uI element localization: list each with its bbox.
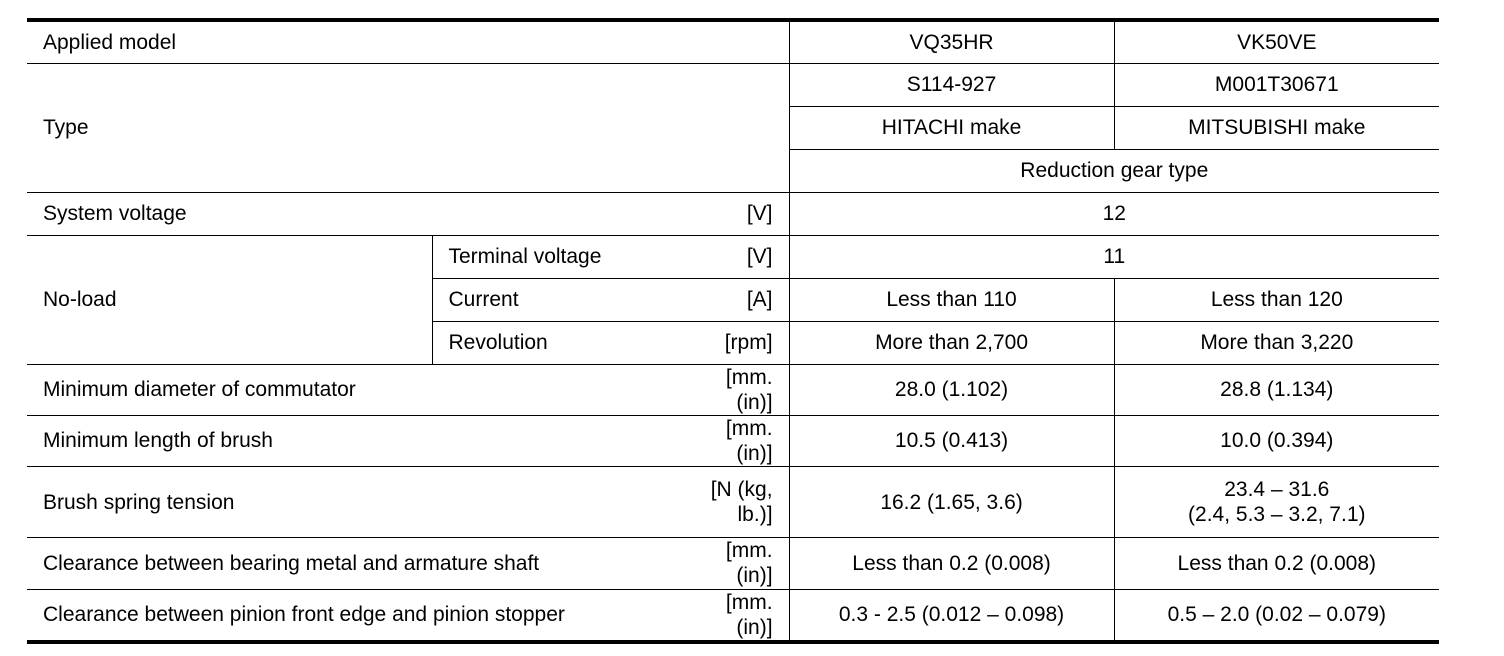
- row-brush-length: [27, 415, 1439, 466]
- pinion-clearance-vq: 0.3 - 2.5 (0.012 – 0.098): [789, 589, 1114, 642]
- brush-length-label: Minimum length of brush: [27, 415, 677, 466]
- revolution-vk: More than 3,220: [1114, 321, 1439, 364]
- pinion-clearance-unit: [mm. (in)]: [677, 589, 789, 642]
- current-vq: Less than 110: [789, 278, 1114, 321]
- type-part-vk: M001T30671: [1114, 63, 1439, 106]
- row-terminal-voltage: [27, 235, 1439, 278]
- brush-length-unit: [mm. (in)]: [677, 415, 789, 466]
- type-make-vk: MITSUBISHI make: [1114, 106, 1439, 149]
- revolution-unit: [rpm]: [677, 321, 789, 364]
- type-label: Type: [27, 63, 789, 192]
- row-spring-tension: [27, 467, 1439, 538]
- spring-tension-vq: 16.2 (1.65, 3.6): [789, 467, 1114, 538]
- bearing-clearance-unit: [mm. (in)]: [677, 538, 789, 589]
- applied-model-label: Applied model: [27, 20, 789, 63]
- spring-tension-vk-line2: (2.4, 5.3 – 3.2, 7.1): [1188, 503, 1366, 527]
- no-load-label: No-load: [27, 235, 432, 364]
- bearing-clearance-vk: Less than 0.2 (0.008): [1114, 538, 1439, 589]
- spring-tension-vk-line1: 23.4 – 31.6: [1224, 478, 1330, 502]
- row-type-part: [27, 63, 1439, 106]
- type-make-vq: HITACHI make: [789, 106, 1114, 149]
- revolution-vq: More than 2,700: [789, 321, 1114, 364]
- system-voltage-value: 12: [789, 192, 1439, 235]
- bearing-clearance-vq: Less than 0.2 (0.008): [789, 538, 1114, 589]
- row-pinion-clearance: [27, 589, 1439, 642]
- commutator-label: Minimum diameter of commutator: [27, 364, 677, 415]
- revolution-label: Revolution: [432, 321, 677, 364]
- spring-tension-unit-line1: [N (kg,: [710, 478, 773, 502]
- spring-tension-vk: [1114, 467, 1439, 538]
- commutator-vq: 28.0 (1.102): [789, 364, 1114, 415]
- commutator-vk: 28.8 (1.134): [1114, 364, 1439, 415]
- brush-length-vk: 10.0 (0.394): [1114, 415, 1439, 466]
- pinion-clearance-label: Clearance between pinion front edge and pinion stopper: [27, 589, 677, 642]
- current-label: Current: [432, 278, 677, 321]
- terminal-voltage-value: 11: [789, 235, 1439, 278]
- terminal-voltage-label: Terminal voltage: [432, 235, 677, 278]
- current-unit: [A]: [677, 278, 789, 321]
- system-voltage-label: System voltage: [27, 192, 677, 235]
- type-gear: Reduction gear type: [789, 149, 1439, 192]
- row-applied-model: [27, 20, 1439, 63]
- type-part-vq: S114-927: [789, 63, 1114, 106]
- spring-tension-unit-line2: lb.)]: [737, 503, 773, 527]
- model-vk50ve: VK50VE: [1114, 20, 1439, 63]
- current-vk: Less than 120: [1114, 278, 1439, 321]
- row-system-voltage: [27, 192, 1439, 235]
- system-voltage-unit: [V]: [677, 192, 789, 235]
- pinion-clearance-vk: 0.5 – 2.0 (0.02 – 0.079): [1114, 589, 1439, 642]
- commutator-unit: [mm. (in)]: [677, 364, 789, 415]
- spring-tension-unit: [677, 467, 789, 538]
- spring-tension-label: Brush spring tension: [27, 467, 677, 538]
- row-bearing-clearance: [27, 538, 1439, 589]
- starter-spec-table: [27, 18, 1439, 644]
- model-vq35hr: VQ35HR: [789, 20, 1114, 63]
- terminal-voltage-unit: [V]: [677, 235, 789, 278]
- brush-length-vq: 10.5 (0.413): [789, 415, 1114, 466]
- bearing-clearance-label: Clearance between bearing metal and armature shaft: [27, 538, 677, 589]
- row-commutator: [27, 364, 1439, 415]
